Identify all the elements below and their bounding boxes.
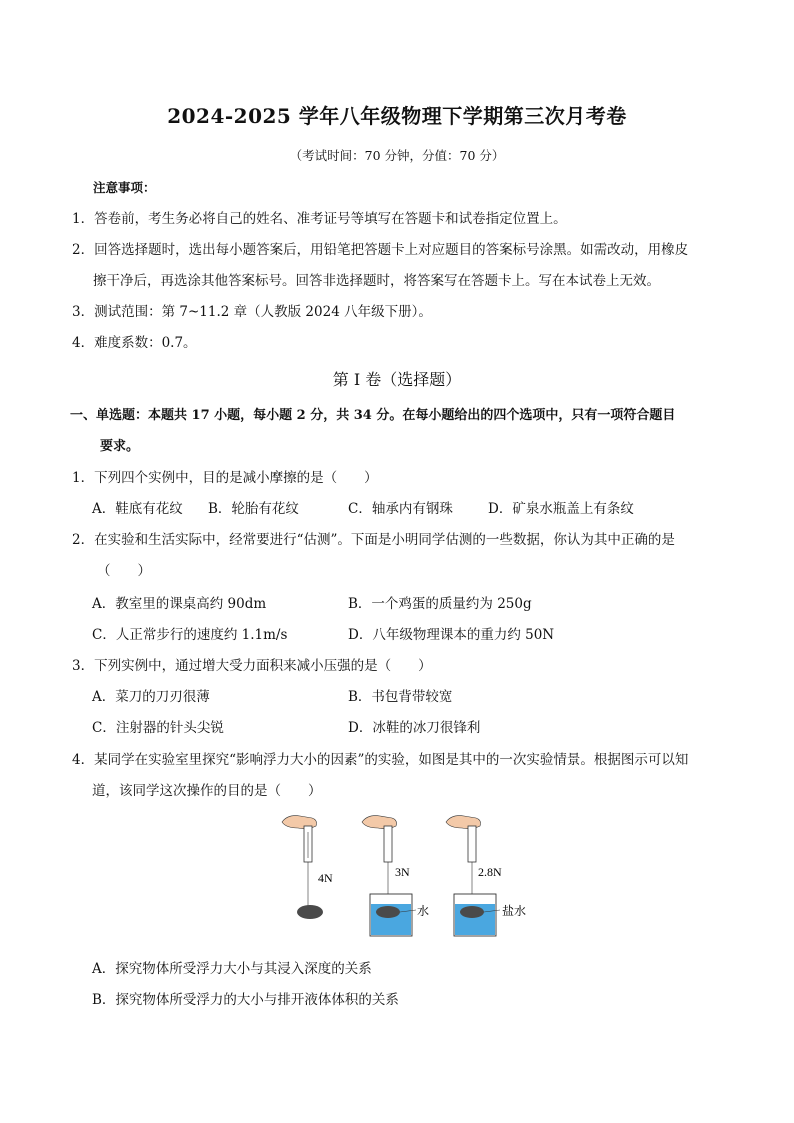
stone-icon (297, 905, 323, 919)
question-3-stem: 3．下列实例中，通过增大受力面积来减小压强的是（ ） (72, 658, 432, 674)
q3-option-c: C．注射器的针头尖锐 (92, 720, 224, 736)
notice-item: 2．回答选择题时，选出每小题答案后，用铅笔把答题卡上对应题目的答案标号涂黑。如需改动，用橡皮 (72, 242, 689, 258)
spring-scale-setup-air (282, 816, 333, 919)
stone-icon (376, 906, 400, 918)
q2-option-c: C．人正常步行的速度约 1.1m/s (92, 627, 288, 643)
stone-icon (460, 906, 484, 918)
q2-option-a: A．教室里的课桌高约 90dm (92, 596, 267, 612)
q3-option-a: A．菜刀的刀刃很薄 (92, 689, 210, 705)
q1-option-c: C．轴承内有钢珠 (348, 501, 453, 517)
notice-heading: 注意事项： (93, 180, 156, 195)
scale-reading-2: 3N (395, 865, 410, 879)
q3-option-d: D．冰鞋的冰刀很锋利 (348, 720, 481, 736)
q1-option-b: B．轮胎有花纹 (208, 501, 299, 517)
page-title: 2024-2025 学年八年级物理下学期第三次月考卷 (167, 104, 627, 128)
scale-reading-1: 4N (318, 871, 333, 885)
q3-option-b: B．书包背带较宽 (348, 689, 453, 705)
question-2-stem-cont: （ ） (97, 563, 151, 579)
q1-option-d: D．矿泉水瓶盖上有条纹 (488, 501, 634, 517)
liquid-label-saltwater: 盐水 (502, 904, 527, 918)
spring-scale-setup-saltwater (446, 816, 526, 936)
spring-scale-icon (384, 826, 392, 862)
question-4-stem-cont: 道，该同学这次操作的目的是（ ） (92, 783, 322, 799)
question-4-stem: 4．某同学在实验室里探究“影响浮力大小的因素”的实验，如图是其中的一次实验情景。根据图示可以知 (72, 752, 689, 768)
q2-option-d: D．八年级物理课本的重力约 50N (348, 627, 555, 643)
question-1-stem: 1．下列四个实例中，目的是减小摩擦的是（ ） (72, 470, 378, 486)
notice-item: 4．难度系数：0.7。 (72, 335, 197, 351)
part-heading-cont: 要求。 (100, 439, 140, 454)
section-title: 第 I 卷（选择题） (332, 370, 462, 389)
spring-scale-setup-water (362, 816, 429, 936)
notice-item: 3．测试范围：第 7~11.2 章（人教版 2024 八年级下册）。 (72, 304, 432, 320)
spring-scale-icon (468, 826, 476, 862)
q4-option-a: A．探究物体所受浮力大小与其浸入深度的关系 (92, 961, 372, 977)
notice-item: 擦干净后，再选涂其他答案标号。回答非选择题时，将答案写在答题卡上。写在本试卷上无效。 (93, 273, 660, 289)
liquid-label-water: 水 (417, 904, 430, 918)
q4-option-b: B．探究物体所受浮力的大小与排开液体体积的关系 (92, 992, 399, 1008)
buoyancy-experiment-figure (278, 808, 540, 943)
scale-reading-3: 2.8N (478, 865, 502, 879)
q2-option-b: B．一个鸡蛋的质量约为 250g (348, 596, 532, 612)
q1-option-a: A．鞋底有花纹 (92, 501, 183, 517)
exam-info: （考试时间：70 分钟，分值：70 分） (289, 148, 505, 163)
notice-item: 1．答卷前，考生务必将自己的姓名、准考证号等填写在答题卡和试卷指定位置上。 (72, 211, 567, 227)
part-heading: 一、单选题：本题共 17 小题，每小题 2 分，共 34 分。在每小题给出的四个选项中，只有一项符合题目 (70, 408, 676, 423)
question-2-stem: 2．在实验和生活实际中，经常要进行“估测”。下面是小明同学估测的一些数据，你认为其中正确的是 (72, 532, 675, 548)
